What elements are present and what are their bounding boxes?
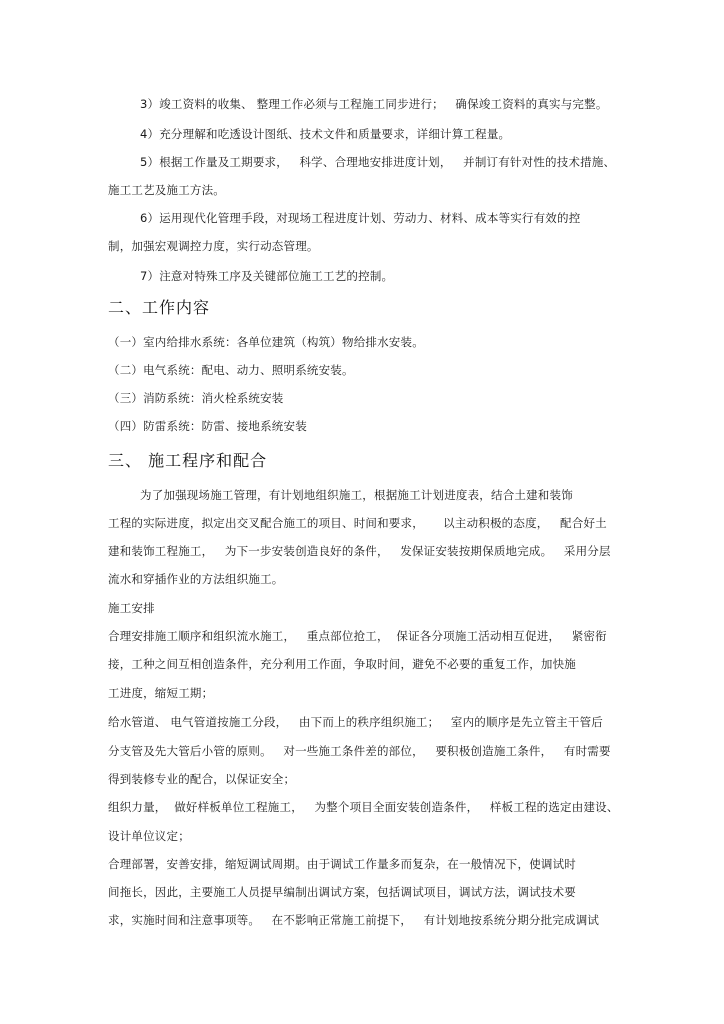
arrangement-line-9: 合理部署，安善安排，缩短调试周期。由于调试工作量多而复杂，在一般情况下，使调试时 xyxy=(108,857,576,871)
arrangement-line-8: 设计单位议定； xyxy=(108,829,190,843)
work-item-3: （三）消防系统：消火栓系统安装 xyxy=(108,391,284,405)
construction-arrangement-heading: 施工安排 xyxy=(108,601,155,615)
arrangement-line-1: 合理安排施工顺序和组织流水施工， 重点部位抢工， 保证各分项施工活动相互促进， 紧密衔 xyxy=(108,629,607,643)
intro-item-6: 6）运用现代化管理手段，对现场工程进度计划、劳动力、材料、成本等实行有效的控 xyxy=(140,211,581,225)
arrangement-line-7: 组织力量， 做好样板单位工程施工， 为整个项目全面安装创造条件， 样板工程的选定由建设、 xyxy=(108,800,619,814)
arrangement-line-11: 求，实施时间和注意事项等。 在不影响正常施工前提下， 有计划地按系统分期分批完成调试 xyxy=(108,913,600,927)
work-item-4: （四）防雷系统：防雷、接地系统安装 xyxy=(108,419,307,433)
arrangement-line-10: 间拖长，因此，主要施工人员提早编制出调试方案，包括调试项目，调试方法，调试技术要 xyxy=(108,885,576,899)
intro-item-7: 7）注意对特殊工序及关键部位施工工艺的控制。 xyxy=(140,269,394,283)
arrangement-line-2: 接，工种之间互相创造条件，充分利用工作面，争取时间，避免不必要的重复工作，加快施 xyxy=(108,657,576,671)
section-3-heading: 三、 施工程序和配合 xyxy=(108,451,268,470)
arrangement-line-5: 分支管及先大管后小管的原则。 对一些施工条件差的部位， 要积极创造施工条件， 有时需要 xyxy=(108,744,611,758)
work-item-1: （一）室内给排水系统：各单位建筑（构筑）物给排水安装。 xyxy=(108,335,424,349)
intro-item-3: 3）竣工资料的收集、 整理工作必须与工程施工同步进行； 确保竣工资料的真实与完整。 xyxy=(140,97,608,111)
intro-item-5: 5）根据工作量及工期要求， 科学、合理地安排进度计划， 并制订有针对性的技术措施、 xyxy=(140,155,616,169)
arrangement-line-6: 得到装修专业的配合，以保证安全； xyxy=(108,772,296,786)
section-3-para-line-4: 流水和穿插作业的方法组织施工。 xyxy=(108,572,284,586)
intro-item-5-cont: 施工工艺及施工方法。 xyxy=(108,183,225,197)
section-3-para-line-3: 建和装饰工程施工， 为下一步安装创造良好的条件， 发保证安装按期保质地完成。 采用分层 xyxy=(108,544,611,558)
arrangement-line-3: 工进度，缩短工期； xyxy=(108,686,214,700)
section-2-heading: 二、工作内容 xyxy=(108,298,211,317)
intro-item-4: 4）充分理解和吃透设计图纸、技术文件和质量要求，详细计算工程量。 xyxy=(140,127,511,141)
arrangement-line-4: 给水管道、 电气管道按施工分段， 由下而上的秩序组织施工； 室内的顺序是先立管主干管后 xyxy=(108,715,603,729)
section-3-para-line-1: 为了加强现场施工管理，有计划地组织施工，根据施工计划进度表，结合土建和装饰 xyxy=(140,488,573,502)
work-item-2: （二）电气系统：配电、动力、照明系统安装。 xyxy=(108,363,354,377)
section-3-para-line-2: 工程的实际进度，拟定出交叉配合施工的项目、时间和要求， 以主动积极的态度， 配合好土 xyxy=(108,516,607,530)
intro-item-6-cont: 制，加强宏观调控力度，实行动态管理。 xyxy=(108,239,319,253)
